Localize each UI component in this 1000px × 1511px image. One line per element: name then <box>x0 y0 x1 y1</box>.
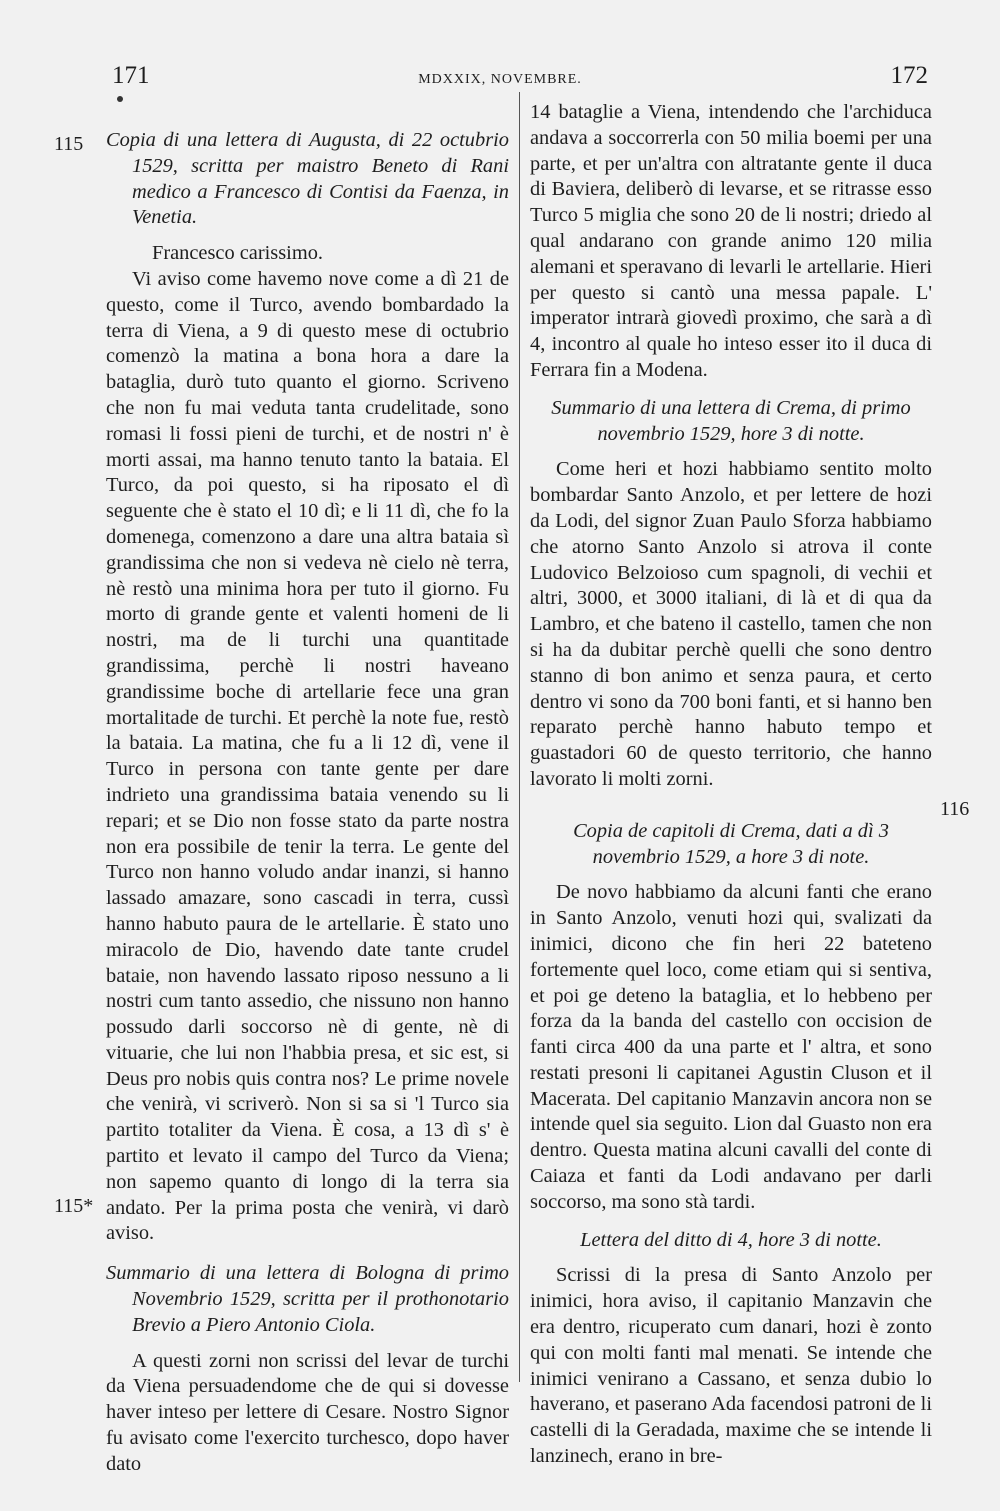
left-column <box>106 100 509 1478</box>
page-number-left: 171 <box>112 62 150 89</box>
column-divider <box>519 92 520 1382</box>
chapters-body-crema: De novo habbiamo da alcuni fanti che erano in Santo Anzolo, venuti hozi qui, svalizati da inimici, dicono che fin heri 22 bateteno fortemente quel loco, come etiam qui si sentiva, et poi ge deteno la bataglia, et lo hebbeno per forza da la banda del castello con occision de fanti circa 400 da una parte et l' altra, et sono restati presoni li capitanei Agustin Cluson et il Macerata. Del capitanio Manzavin ancora non se intende quel sia seguito. Lion dal Guasto non era dentro. Questa matina alcuni cavalli del conte di Caiaza et fanti da Lodi andavano per darli soccorso, ma sono stà tardi. <box>530 881 932 1213</box>
margin-number-115-star: 115* <box>54 1195 94 1217</box>
chapters-heading-crema: Copia de capitoli di Crema, dati a dì 3 novembrio 1529, a hore 3 di note. <box>573 819 889 868</box>
letter-heading-crema-1: Summario di una lettera di Crema, di primo novembrio 1529, hore 3 di notte. <box>551 396 911 445</box>
letter-body-ditto: Scrissi di la presa di Santo Anzolo per inimici, hora aviso, il capitanio Manzavin che era dentro, ricuperato cum danari, hozi è zonto qui con molti fanti mal menati. Se intende che inimici venirano a Cassano, et senza dubio lo haverano, et paserano Ada facendosi patroni de li castelli di la Geradada, maxime che se intende li lanzinech, erano in bre- <box>530 1264 932 1468</box>
letter-body-bologna: A questi zorni non scrissi del levar de turchi da Viena persuadendome che de qui si dovesse haver inteso per lettere di Cesare. Nostro Signor fu avisato come l'exercito turchesco, dopo haver dato <box>106 1349 509 1475</box>
page-number-right: 172 <box>890 62 928 89</box>
salutation: Francesco carissimo. <box>152 242 324 265</box>
letter-body-augusta: Vi aviso come havemo nove come a dì 21 de questo, come il Turco, avendo bombardado la terra di Viena, a 9 di questo mese di octubrio comenzò la matina a bona hora a dare la bataglia, durò tuto quanto el giorno. Scriveno che non fu mai veduta tanta crudelitade, sono romasi li fossi pieni de turchi, et de nostri n' è morti assai, ma hanno tenuto tanto la bataia. El Turco, da poi questo, si ha riposato el dì seguente che è stato el 10 dì; e li 11 dì, che fo la domenega, comenzono a dare una altra bataia sì grandissima che non si vedeva nè cielo nè terra, nè restò una minima hora per tuto il giorno. Fu morto di grande gente et valenti homeni de li nostri, ma de li turchi una quantitade grandissima, perchè li nostri haveano grandissime boche di artellarie fece una gran mortalitade de turchi. Et perchè la note fue, restò la bataia. La matina, che fu a li 12 dì, vene il Turco in persona con tante gente per dare indrieto una grandissima bataia venendo su li repari; et se Dio non fosse stato da parte nostra non era possibile de tenir la terra. Le gente del Turco non hanno voludo andar inanzi, si hanno lassado amazare, sono cascadi in terra, cussì hanno habuto paura de le artellarie. È stato uno miracolo de Dio, havendo date tante crudel bataie, non havendo lassato riposo nessuno a li nostri cum tanto assedio, che nissuno non hanno possudo darli soccorso nè di gente, nè di vituarie, che lui non l'habbia presa, et sic est, si Deus pro nobis quis contra nos? Le prime novele che venirà, vi scriverò. Non si sa si 'l Turco sia partito totaliter da Viena. È cosa, a 13 dì s' è partito et levato il campo del Turco da Viena; non sapemo quanto di longo di la terra sia andato. Per la prima posta che venirà, vi darò aviso. <box>106 267 509 1245</box>
running-title: MDXXIX, NOVEMBRE. <box>418 72 582 87</box>
letter-heading-augusta: Copia di una lettera di Augusta, di 22 octubrio 1529, scritta per maistro Beneto di Rani medico a Francesco di Contisi da Faenza, in Venetia. <box>106 129 509 229</box>
letter-body-crema-1: Come heri et hozi habbiamo sentito molto bombardar Santo Anzolo, et per lettere de hozi da Lodi, del signor Zuan Paulo Sforza habbiamo che atorno Santo Anzolo si atrova il conte Ludovico Belzoioso cum spagnoli, di vechii et altri, 3000, et 3000 italiani, di là et di qua da Lambro, et che bateno il castello, tamen che non si ha da dubitar perchè quelli che sono dentro stanno di bon animo et senza paura, et certo dentro vi sono da 700 boni fanti, et si hanno ben reparato perchè hanno habuto tempo et guastadori 60 de questo territorio, che hanno lavorato li molti zorni. <box>530 458 932 790</box>
margin-number-116: 116 <box>940 798 970 820</box>
margin-number-115: 115 <box>54 133 84 155</box>
letter-heading-bologna: Summario di una lettera di Bologna di primo Novembrio 1529, scritta per il prothonotario Brevio a Piero Antonio Ciola. <box>106 1262 509 1336</box>
letter-heading-ditto: Lettera del ditto di 4, hore 3 di notte. <box>580 1228 882 1251</box>
letter-body-bologna-continued: 14 bataglie a Viena, intendendo che l'archiduca andava a soccorrerla con 50 milia boemi per una parte, et per un'altra con altratante gente il duca di Baviera, deliberò di levarse, et se ritrasse esso Turco 5 miglia che sono 20 de li nostri; driedo al qual andarano con grande animo 120 milia alemani et speravano di levarli le artellarie. Hieri per questo si cantò una messa papale. L' imperator intrarà giovedì proximo, che sarà a dì 4, incontro al quale ho inteso esser ito il duca di Ferrara fin a Modena. <box>530 101 932 381</box>
right-column <box>530 100 932 1470</box>
section-gap <box>106 1247 509 1261</box>
